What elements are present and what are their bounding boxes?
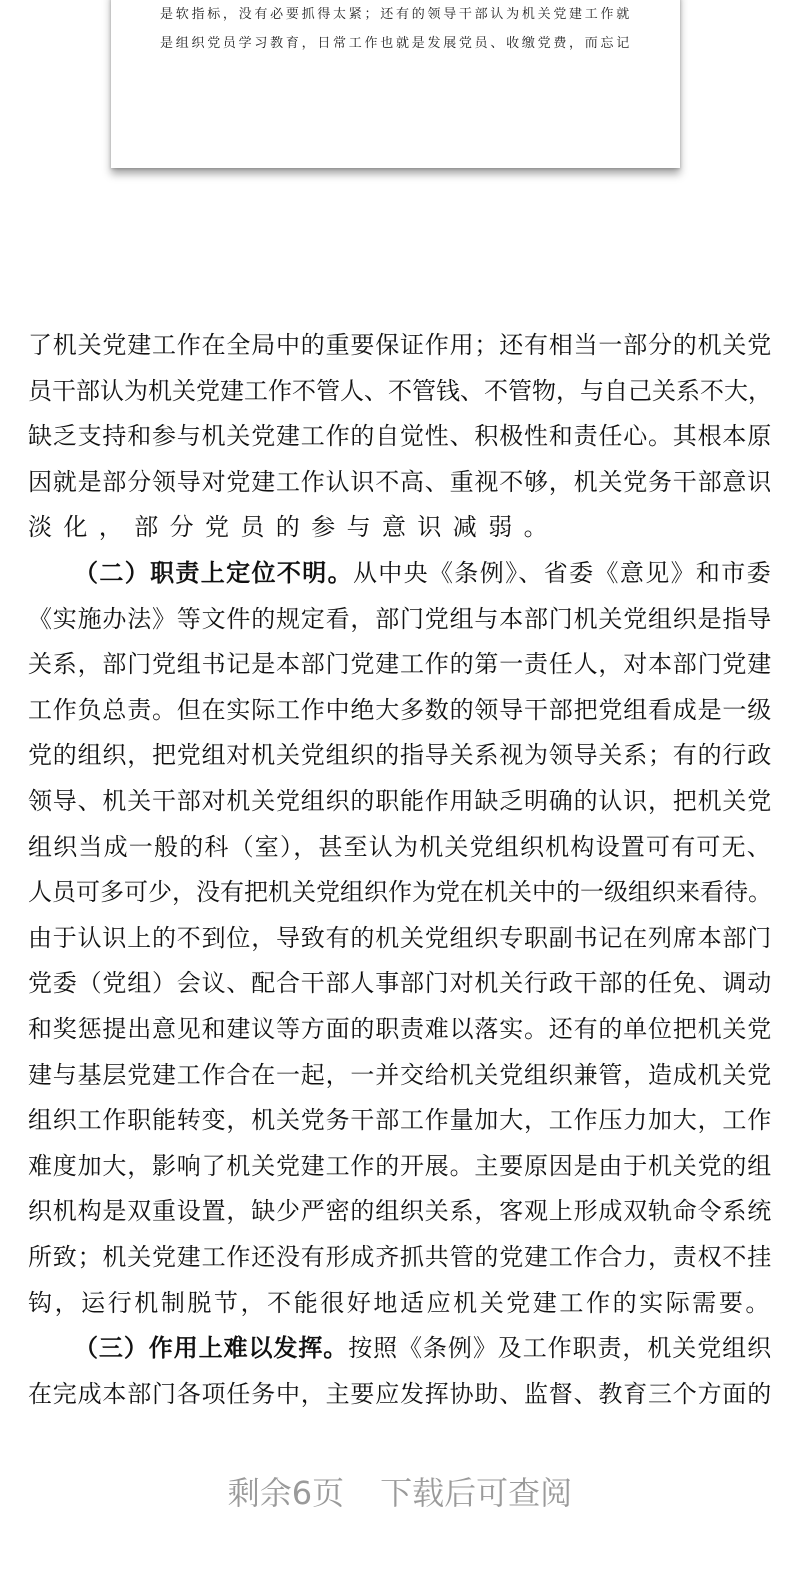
- line-text: 关系，部门党组书记是本部门党建工作的第一责任人，对本部门党建: [28, 650, 772, 679]
- section-heading-line: [74, 1333, 772, 1363]
- line-text: 由于认识上的不到位，导致有的机关党组织专职副书记在列席本部门: [28, 923, 772, 952]
- line-text: 建与基层党建工作合在一起，一并交给机关党组织兼管，造成机关党: [28, 1060, 772, 1089]
- body-text-line: [28, 695, 772, 725]
- line-text: 因就是部分领导对党建工作认识不高、重视不够，机关党务干部意识: [28, 467, 772, 496]
- line-text: 领导、机关干部对机关党组织的职能作用缺乏明确的认识，把机关党: [28, 787, 772, 815]
- section-heading-line: [74, 558, 772, 588]
- body-text-line: [28, 1014, 772, 1044]
- line-text: 党的组织，把党组对机关党组织的指导关系视为领导关系；有的行政: [28, 741, 772, 770]
- line-text: 缺乏支持和参与机关党建工作的自觉性、积极性和责任心。其根本原: [28, 422, 772, 451]
- line-text: 组织当成一般的科（室），甚至认为机关党组织机构设置可有可无、: [28, 832, 772, 861]
- body-text-line: [28, 1288, 772, 1318]
- body-text-line: [28, 1379, 772, 1409]
- preview-page-card: [111, 0, 680, 168]
- body-text-line: [28, 376, 772, 406]
- line-text: 了机关党建工作在全局中的重要保证作用；还有相当一部分的机关党: [28, 331, 772, 359]
- line-text: 和奖惩提出意见和建议等方面的职责难以落实。还有的单位把机关党: [28, 1015, 772, 1043]
- line-text: 《实施办法》等文件的规定看，部门党组与本部门机关党组织是指导: [28, 604, 772, 633]
- body-text-line: [28, 467, 772, 497]
- body-text-line: [28, 330, 772, 360]
- body-text-line: [28, 1196, 772, 1226]
- line-text: 织机构是双重设置，缺少严密的组织关系，客观上形成双轨命令系统: [28, 1197, 772, 1226]
- body-text-line: [28, 604, 772, 634]
- download-to-view-link[interactable]: 下载后可查阅: [380, 1474, 573, 1512]
- card-text-line: 是组织党员学习教育，日常工作也就是发展党员、收缴党费，而忘记: [160, 36, 632, 51]
- remaining-pages-text: 剩余6页: [227, 1474, 345, 1512]
- line-text: 按照《条例》及工作职责，机关党组织: [348, 1334, 773, 1363]
- body-text-line: [28, 923, 772, 953]
- line-text: 员干部认为机关党建工作不管人、不管钱、不管物，与自己关系不大，: [28, 376, 772, 405]
- card-text-line: 是软指标，没有必要抓得太紧；还有的领导干部认为机关党建工作就: [160, 7, 632, 22]
- section-heading: （二）职责上定位不明。: [74, 558, 353, 587]
- line-text: 淡化，部分党员的参与意识减弱。: [28, 513, 559, 542]
- body-text-line: [28, 512, 772, 542]
- body-text-line: [28, 1151, 772, 1181]
- line-text: 人员可多可少，没有把机关党组织作为党在机关中的一级组织来看待。: [28, 878, 772, 907]
- line-text: 钩，运行机制脱节，不能很好地适应机关党建工作的实际需要。: [28, 1288, 772, 1317]
- section-heading: （三）作用上难以发挥。: [74, 1333, 349, 1363]
- body-text-line: [28, 1105, 772, 1135]
- body-text-line: [28, 1242, 772, 1272]
- body-text-line: [28, 877, 772, 907]
- line-text: 组织工作职能转变，机关党务干部工作量加大，工作压力加大，工作: [28, 1106, 772, 1135]
- line-text: 难度加大，影响了机关党建工作的开展。主要原因是由于机关党的组: [28, 1151, 772, 1180]
- body-text-line: [28, 649, 772, 679]
- body-text-line: [28, 786, 772, 816]
- body-text-line: [28, 968, 772, 998]
- body-text-line: [28, 832, 772, 862]
- line-text: 从中央《条例》、省委《意见》和市委: [352, 559, 773, 587]
- body-text-line: [28, 740, 772, 770]
- body-text-line: [28, 421, 772, 451]
- download-prompt[interactable]: [0, 1468, 800, 1514]
- line-text: 党委（党组）会议、配合干部人事部门对机关行政干部的任免、调动: [28, 969, 772, 998]
- line-text: 在完成本部门各项任务中，主要应发挥协助、监督、教育三个方面的: [28, 1379, 772, 1408]
- line-text: 工作负总责。但在实际工作中绝大多数的领导干部把党组看成是一级: [28, 695, 772, 724]
- body-text-line: [28, 1060, 772, 1090]
- line-text: 所致；机关党建工作还没有形成齐抓共管的党建工作合力，责权不挂: [28, 1243, 772, 1271]
